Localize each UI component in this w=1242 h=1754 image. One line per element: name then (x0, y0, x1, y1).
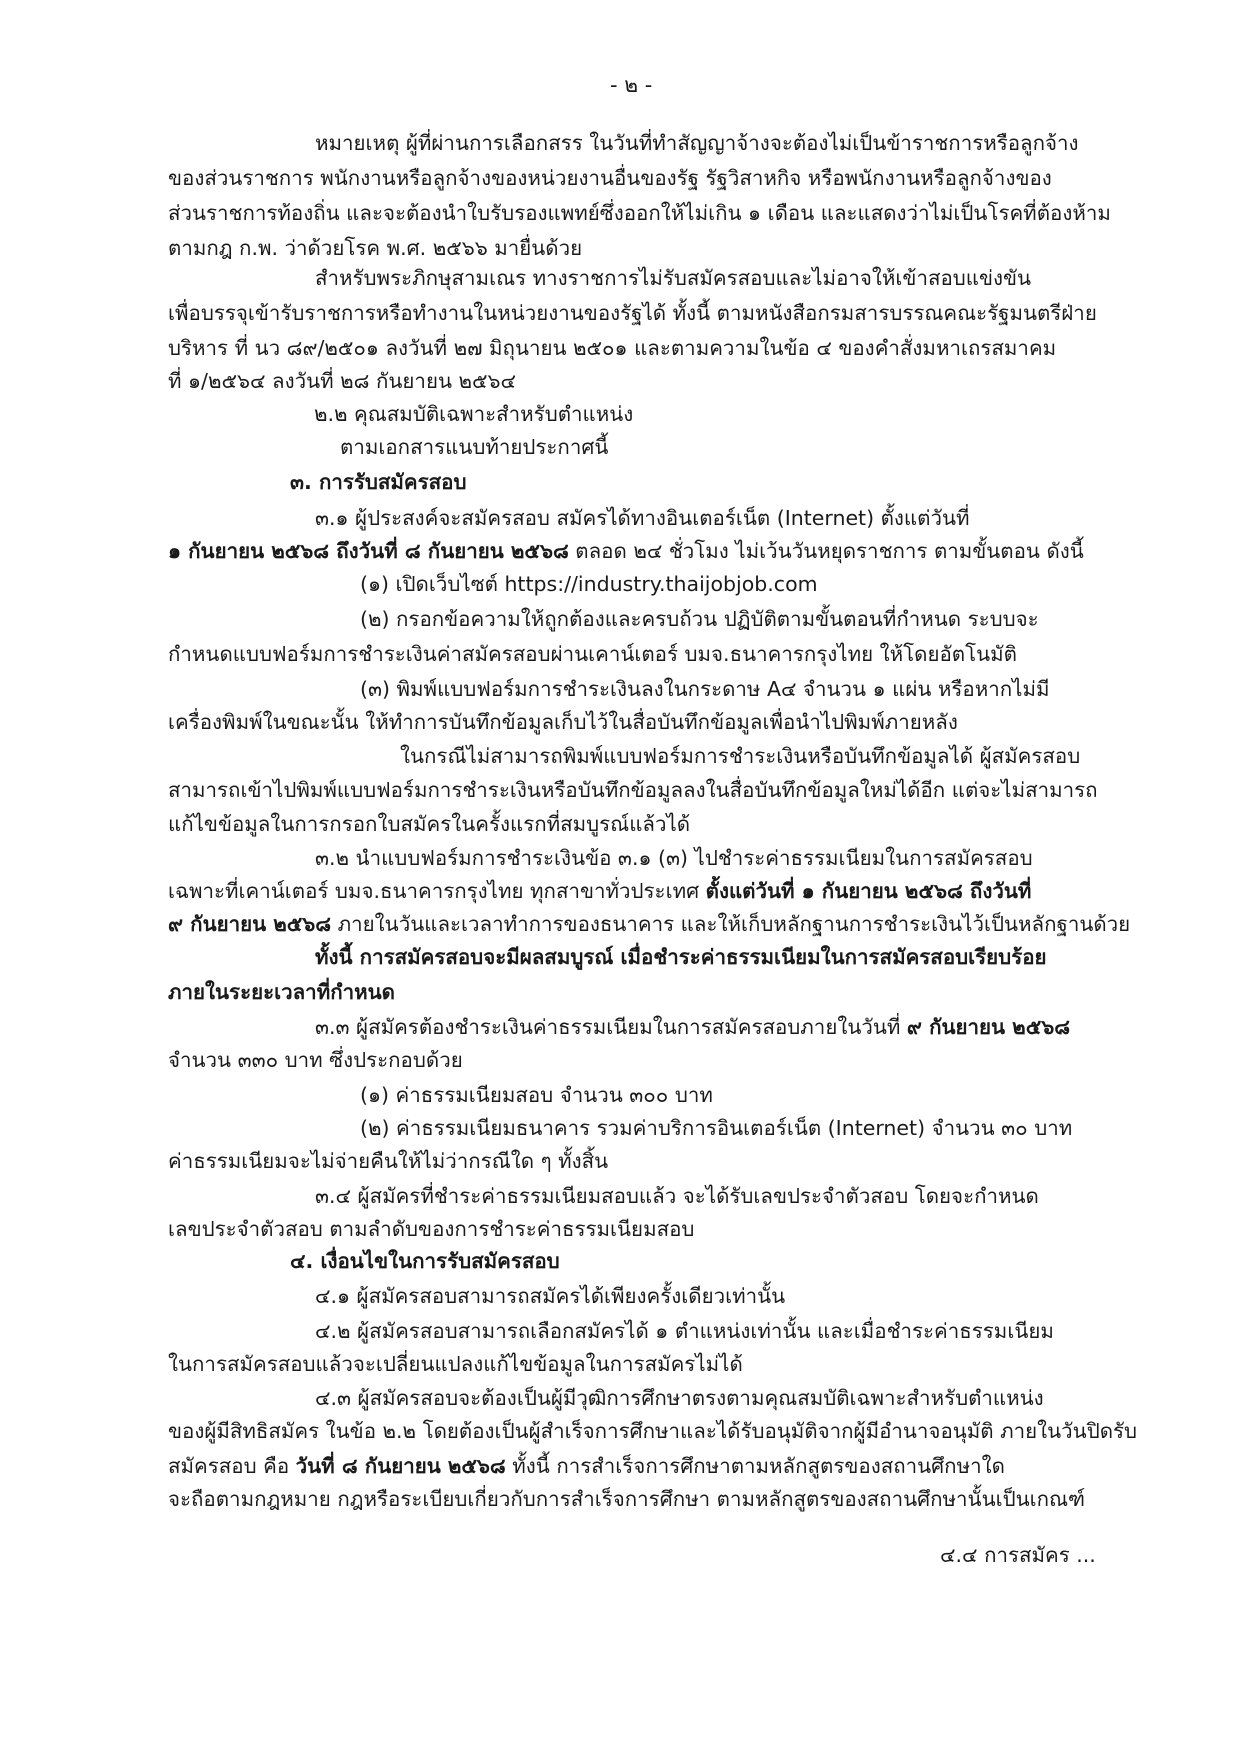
paragraph-line: สามารถเข้าไปพิมพ์แบบฟอร์มการชำระเงินหรือบันทึกข้อมูลลงในสื่อบันทึกข้อมูลใหม่ได้อีก แต่จะไม่สามารถ (168, 778, 1098, 802)
paragraph-line (315, 1012, 1070, 1042)
text-span: ภายในวันและเวลาทำการของธนาคาร และให้เก็บหลักฐานการชำระเงินไว้เป็นหลักฐานด้วย (331, 912, 1131, 936)
date-text: วันที่ ๘ กันยายน ๒๕๖๘ (295, 1454, 506, 1478)
paragraph-line: ๔.๒ ผู้สมัครสอบสามารถเลือกสมัครได้ ๑ ตำแหน่งเท่านั้น และเมื่อชำระค่าธรรมเนียม (315, 1319, 1054, 1343)
text-span: ทั้งนี้ การสำเร็จการศึกษาตามหลักสูตรของสถานศึกษาใด (505, 1454, 1005, 1478)
paragraph-line: ที่ ๑/๒๕๖๔ ลงวันที่ ๒๘ กันยายน ๒๕๖๔ (168, 369, 517, 393)
paragraph-line (168, 1451, 1005, 1481)
paragraph-line: ภายในระยะเวลาที่กำหนด (168, 980, 395, 1004)
paragraph-line: ตามเอกสารแนบท้ายประกาศนี้ (340, 435, 609, 459)
paragraph-line: (๓) พิมพ์แบบฟอร์มการชำระเงินลงในกระดาษ A๔ จำนวน ๑ แผ่น หรือหากไม่มี (360, 677, 1050, 701)
paragraph-line: (๑) ค่าธรรมเนียมสอบ จำนวน ๓๐๐ บาท (360, 1083, 713, 1107)
paragraph-line: ๓.๒ นำแบบฟอร์มการชำระเงินข้อ ๓.๑ (๓) ไปชำระค่าธรรมเนียมในการสมัครสอบ (315, 846, 1033, 870)
text-span: ตลอด ๒๔ ชั่วโมง ไม่เว้นวันหยุดราชการ ตามขั้นตอน ดังนี้ (568, 539, 1084, 563)
paragraph-line: ในการสมัครสอบแล้วจะเปลี่ยนแปลงแก้ไขข้อมูลในการสมัครไม่ได้ (168, 1352, 743, 1376)
paragraph-line: แก้ไขข้อมูลในการกรอกใบสมัครในครั้งแรกที่สมบูรณ์แล้วได้ (168, 812, 691, 836)
paragraph-line: ของผู้มีสิทธิสมัคร ในข้อ ๒.๒ โดยต้องเป็นผู้สำเร็จการศึกษาและได้รับอนุมัติจากผู้มีอำนาจอนุมัติ ภายในวันปิดรับ (168, 1419, 1138, 1443)
paragraph-line: ค่าธรรมเนียมจะไม่จ่ายคืนให้ไม่ว่ากรณีใด ๆ ทั้งสิ้น (168, 1149, 609, 1173)
paragraph-line (168, 909, 1130, 939)
paragraph-line (168, 876, 1031, 906)
page-number: - ๒ - (610, 73, 653, 97)
paragraph-line: ๔.๓ ผู้สมัครสอบจะต้องเป็นผู้มีวุฒิการศึกษาตรงตามคุณสมบัติเฉพาะสำหรับตำแหน่ง (315, 1386, 1044, 1410)
paragraph-line: จำนวน ๓๓๐ บาท ซึ่งประกอบด้วย (168, 1048, 463, 1072)
date-range: ๑ กันยายน ๒๕๖๘ ถึงวันที่ ๘ กันยายน ๒๕๖๘ (168, 539, 569, 563)
date-text: ๙ กันยายน ๒๕๖๘ (168, 912, 332, 936)
paragraph-line: เลขประจำตัวสอบ ตามลำดับของการชำระค่าธรรมเนียมสอบ (168, 1217, 695, 1241)
paragraph-line: ทั้งนี้ การสมัครสอบจะมีผลสมบูรณ์ เมื่อชำระค่าธรรมเนียมในการสมัครสอบเรียบร้อย (315, 945, 1047, 969)
paragraph-line: ๓.๑ ผู้ประสงค์จะสมัครสอบ สมัครได้ทางอินเตอร์เน็ต (Internet) ตั้งแต่วันที่ (315, 506, 970, 530)
paragraph-line: ๓.๔ ผู้สมัครที่ชำระค่าธรรมเนียมสอบแล้ว จะได้รับเลขประจำตัวสอบ โดยจะกำหนด (315, 1184, 1039, 1208)
paragraph-line: เครื่องพิมพ์ในขณะนั้น ให้ทำการบันทึกข้อมูลเก็บไว้ในสื่อบันทึกข้อมูลเพื่อนำไปพิมพ์ภายหลัง (168, 710, 958, 734)
paragraph-line: กำหนดแบบฟอร์มการชำระเงินค่าสมัครสอบผ่านเคาน์เตอร์ บมจ.ธนาคารกรุงไทย ให้โดยอัตโนมัติ (168, 642, 1017, 666)
paragraph-line: ๔.๑ ผู้สมัครสอบสามารถสมัครได้เพียงครั้งเดียวเท่านั้น (315, 1284, 786, 1308)
paragraph-line: หมายเหตุ ผู้ที่ผ่านการเลือกสรร ในวันที่ทำสัญญาจ้างจะต้องไม่เป็นข้าราชการหรือลูกจ้าง (315, 131, 1079, 155)
paragraph-line: บริหาร ที่ นว ๘๙/๒๕๐๑ ลงวันที่ ๒๗ มิถุนายน ๒๕๐๑ และตามความในข้อ ๔ ของคำสั่งมหาเถรสมาคม (168, 336, 1057, 360)
section-heading: ๔. เงื่อนไขในการรับสมัครสอบ (290, 1249, 560, 1273)
section-heading: ๓. การรับสมัครสอบ (290, 470, 467, 494)
paragraph-line: ส่วนราชการท้องถิ่น และจะต้องนำใบรับรองแพทย์ซึ่งออกให้ไม่เกิน ๑ เดือน และแสดงว่าไม่เป็นโรคที่ต้องห้าม (168, 201, 1111, 225)
paragraph-line: (๒) ค่าธรรมเนียมธนาคาร รวมค่าบริการอินเตอร์เน็ต (Internet) จำนวน ๓๐ บาท (360, 1116, 1073, 1140)
text-span: สมัครสอบ คือ (168, 1454, 296, 1478)
paragraph-line: จะถือตามกฎหมาย กฎหรือระเบียบเกี่ยวกับการสำเร็จการศึกษา ตามหลักสูตรของสถานศึกษานั้นเป็นเกณฑ์ (168, 1487, 1086, 1511)
paragraph-line (168, 536, 1084, 566)
continuation-marker: ๔.๔ การสมัคร ... (940, 1543, 1096, 1567)
paragraph-line: ในกรณีไม่สามารถพิมพ์แบบฟอร์มการชำระเงินหรือบันทึกข้อมูลได้ ผู้สมัครสอบ (400, 744, 1081, 768)
paragraph-line: ตามกฎ ก.พ. ว่าด้วยโรค พ.ศ. ๒๕๖๖ มายื่นด้วย (168, 236, 583, 260)
text-span: ๓.๓ ผู้สมัครต้องชำระเงินค่าธรรมเนียมในการสมัครสอบภายในวันที่ (315, 1015, 907, 1039)
paragraph-line: สำหรับพระภิกษุสามเณร ทางราชการไม่รับสมัครสอบและไม่อาจให้เข้าสอบแข่งขัน (315, 266, 1032, 290)
text-span: เฉพาะที่เคาน์เตอร์ บมจ.ธนาคารกรุงไทย ทุกสาขาทั่วประเทศ (168, 879, 706, 903)
date-range: ตั้งแต่วันที่ ๑ กันยายน ๒๕๖๘ ถึงวันที่ (705, 879, 1032, 903)
section-heading: ๒.๒ คุณสมบัติเฉพาะสำหรับตำแหน่ง (314, 402, 634, 426)
paragraph-line: ของส่วนราชการ พนักงานหรือลูกจ้างของหน่วยงานอื่นของรัฐ รัฐวิสาหกิจ หรือพนักงานหรือลูกจ้างของ (168, 166, 1052, 190)
paragraph-line: (๒) กรอกข้อความให้ถูกต้องและครบถ้วน ปฏิบัติตามขั้นตอนที่กำหนด ระบบจะ (360, 607, 1039, 631)
paragraph-line: (๑) เปิดเว็บไซต์ https://industry.thaijobjob.com (360, 572, 818, 596)
paragraph-line: เพื่อบรรจุเข้ารับราชการหรือทำงานในหน่วยงานของรัฐได้ ทั้งนี้ ตามหนังสือกรมสารบรรณคณะรัฐมนตรีฝ่าย (168, 301, 1097, 325)
date-text: ๙ กันยายน ๒๕๖๘ (906, 1015, 1071, 1039)
